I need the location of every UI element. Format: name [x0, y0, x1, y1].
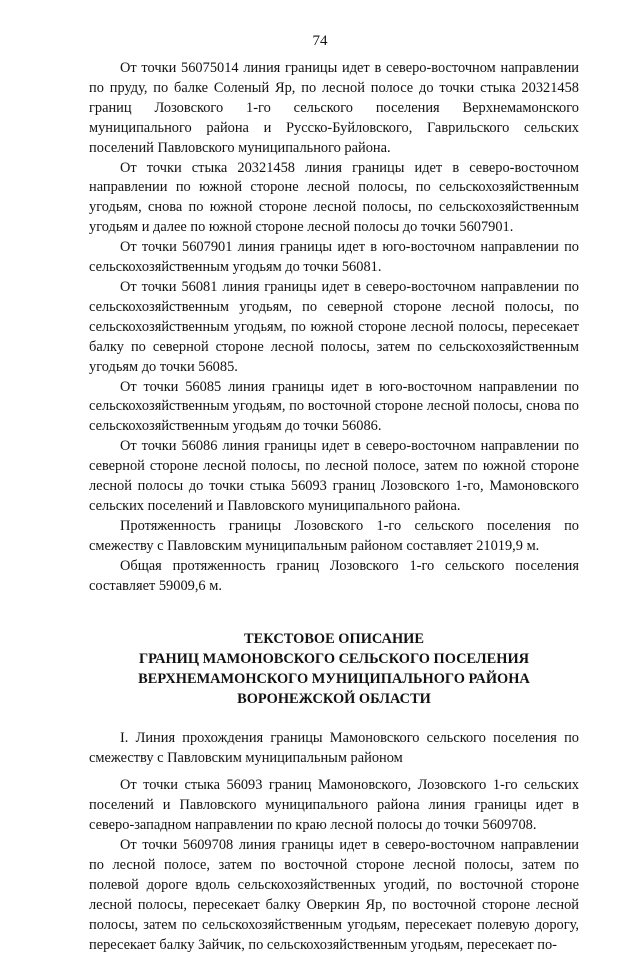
paragraph: От точки 56086 линия границы идет в северо-восточном направлении по северной стороне лесной полосы, по лесной полосе, затем по южной стороне лесной полосы до точки стыка 56093 границ Лозовского 1-го, Мамоновского сельских поселений и Павловского муниципального района.	[89, 438, 579, 514]
section-heading	[89, 629, 579, 709]
paragraph: От точки стыка 56093 границ Мамоновского, Лозовского 1-го сельских поселений и Павловского муниципального района линия границы идет в северо-западном направлении по краю лесной полосы до точки 5609708.	[89, 777, 579, 834]
paragraph: От точки 56085 линия границы идет в юго-восточном направлении по сельскохозяйственным угодьям, по восточной стороне лесной полосы, снова по сельскохозяйственным угодьям до точки 56086.	[89, 378, 579, 435]
paragraph: Общая протяженность границ Лозовского 1-го сельского поселения составляет 59009,6 м.	[89, 557, 579, 594]
heading-line: ВОРОНЕЖСКОЙ ОБЛАСТИ	[237, 691, 431, 708]
paragraph: От точки стыка 20321458 линия границы идет в северо-восточном направлении по южной стороне лесной полосы, по сельскохозяйственным угодьям, снова по южной стороне лесной полосы, по сельскохозяйственным угодьям и далее по южной стороне лесной полосы до точки 5607901.	[89, 159, 579, 236]
paragraph: От точки 56075014 линия границы идет в северо-восточном направлении по пруду, по балке Соленый Яр, по лесной полосе до точки стыка 20321458 границ Лозовского 1-го сельского поселения Верхнемамонского муниципального района и Русско-Буйловского, Гаврильского сельских поселений Павловского муниципального района.	[89, 60, 579, 156]
heading-line: ВЕРХНЕМАМОНСКОГО МУНИЦИПАЛЬНОГО РАЙОНА	[138, 671, 530, 688]
heading-line: ГРАНИЦ МАМОНОВСКОГО СЕЛЬСКОГО ПОСЕЛЕНИЯ	[138, 651, 530, 668]
page-number: 74	[312, 33, 328, 49]
paragraph: От точки 5607901 линия границы идет в юго-восточном направлении по сельскохозяйственным угодьям до точки 56081.	[89, 239, 579, 276]
heading-line: ТЕКСТОВОЕ ОПИСАНИЕ	[244, 631, 424, 648]
paragraph: Протяженность границы Лозовского 1-го сельского поселения по смежеству с Павловским муниципальным районом составляет 21019,9 м.	[89, 517, 579, 554]
paragraph: От точки 56081 линия границы идет в северо-восточном направлении по сельскохозяйственным угодьям, по северной стороне лесной полосы, по сельскохозяйственным угодьям, по южной стороне лесной полосы, пересекает балку по северной стороне лесной полосы, затем по сельскохозяйственным угодьям до точки 56085.	[89, 278, 579, 375]
document-body	[89, 59, 579, 955]
section-subtitle: I. Линия прохождения границы Мамоновского сельского поселения по смежеству с Павловским муниципальным районом	[89, 730, 579, 767]
paragraph: От точки 5609708 линия границы идет в северо-восточном направлении по лесной полосе, затем по восточной стороне лесной полосы, затем по полевой дороге вдоль сельскохозяйственных угодий, по восточной стороне лесной полосы, пересекает балку Оверкин Яр, по восточной стороне лесной полосы, затем по сельскохозяйственным угодьям, пересекает полевую дорогу, пересекает балку Зайчик, по сельскохозяйственным угодьям, пересекает по-	[89, 837, 579, 953]
